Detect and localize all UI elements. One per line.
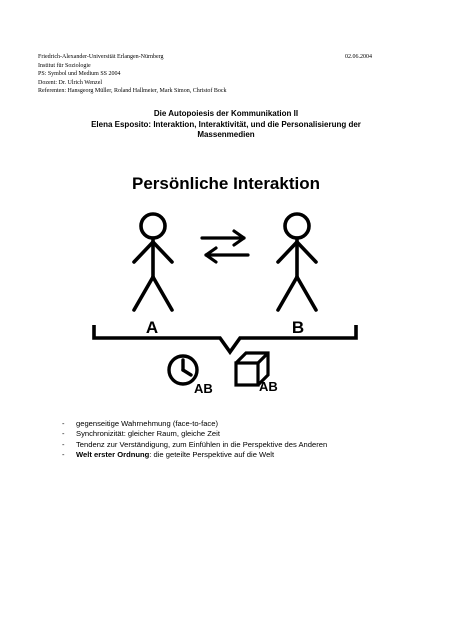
title-line-1: Die Autopoiesis der Kommunikation II: [153, 109, 299, 118]
stick-figure-b-icon: [278, 214, 316, 310]
presenters-line: Referenten: Hansgeorg Müller, Roland Hallmeier, Mark Simon, Christof Bock: [38, 88, 227, 95]
list-item: - Tendenz zur Verständigung, zum Einfühlen in die Perspektive des Anderen: [62, 440, 402, 450]
exchange-arrows-icon: [202, 231, 248, 262]
clock-icon: [169, 356, 197, 384]
list-item: - gegenseitige Wahrnehmung (face-to-face): [62, 419, 402, 429]
institute-line: Institut für Soziologie: [38, 62, 91, 69]
cube-label: AB: [259, 379, 278, 394]
label-a: A: [145, 318, 159, 337]
seminar-line: PS: Symbol und Medium SS 2004: [38, 71, 121, 78]
list-item: - Welt erster Ordnung: die geteilte Perspektive auf die Welt: [62, 450, 402, 460]
curly-brace-icon: [94, 325, 356, 352]
bullet-list: [62, 419, 402, 461]
date: 02.06.2004: [345, 54, 372, 60]
university-line: Friedrich-Alexander-Universität Erlangen-Nürnberg: [38, 54, 164, 60]
title-line-3: Massenmedien: [197, 130, 255, 139]
clock-label: AB: [194, 381, 213, 396]
bold-term: Welt erster Ordnung: [76, 450, 150, 460]
label-b: B: [291, 318, 305, 337]
lecturer-line: Dozent: Dr. Ulrich Wenzel: [38, 79, 103, 86]
stick-figure-a-icon: [134, 214, 172, 310]
figure-title: Persönliche Interaktion: [132, 174, 320, 193]
list-item: - Synchronizität: gleicher Raum, gleiche Zeit: [62, 429, 402, 439]
title-line-2: Elena Esposito: Interaktion, Interaktivität, und die Personalisierung der: [91, 119, 361, 129]
